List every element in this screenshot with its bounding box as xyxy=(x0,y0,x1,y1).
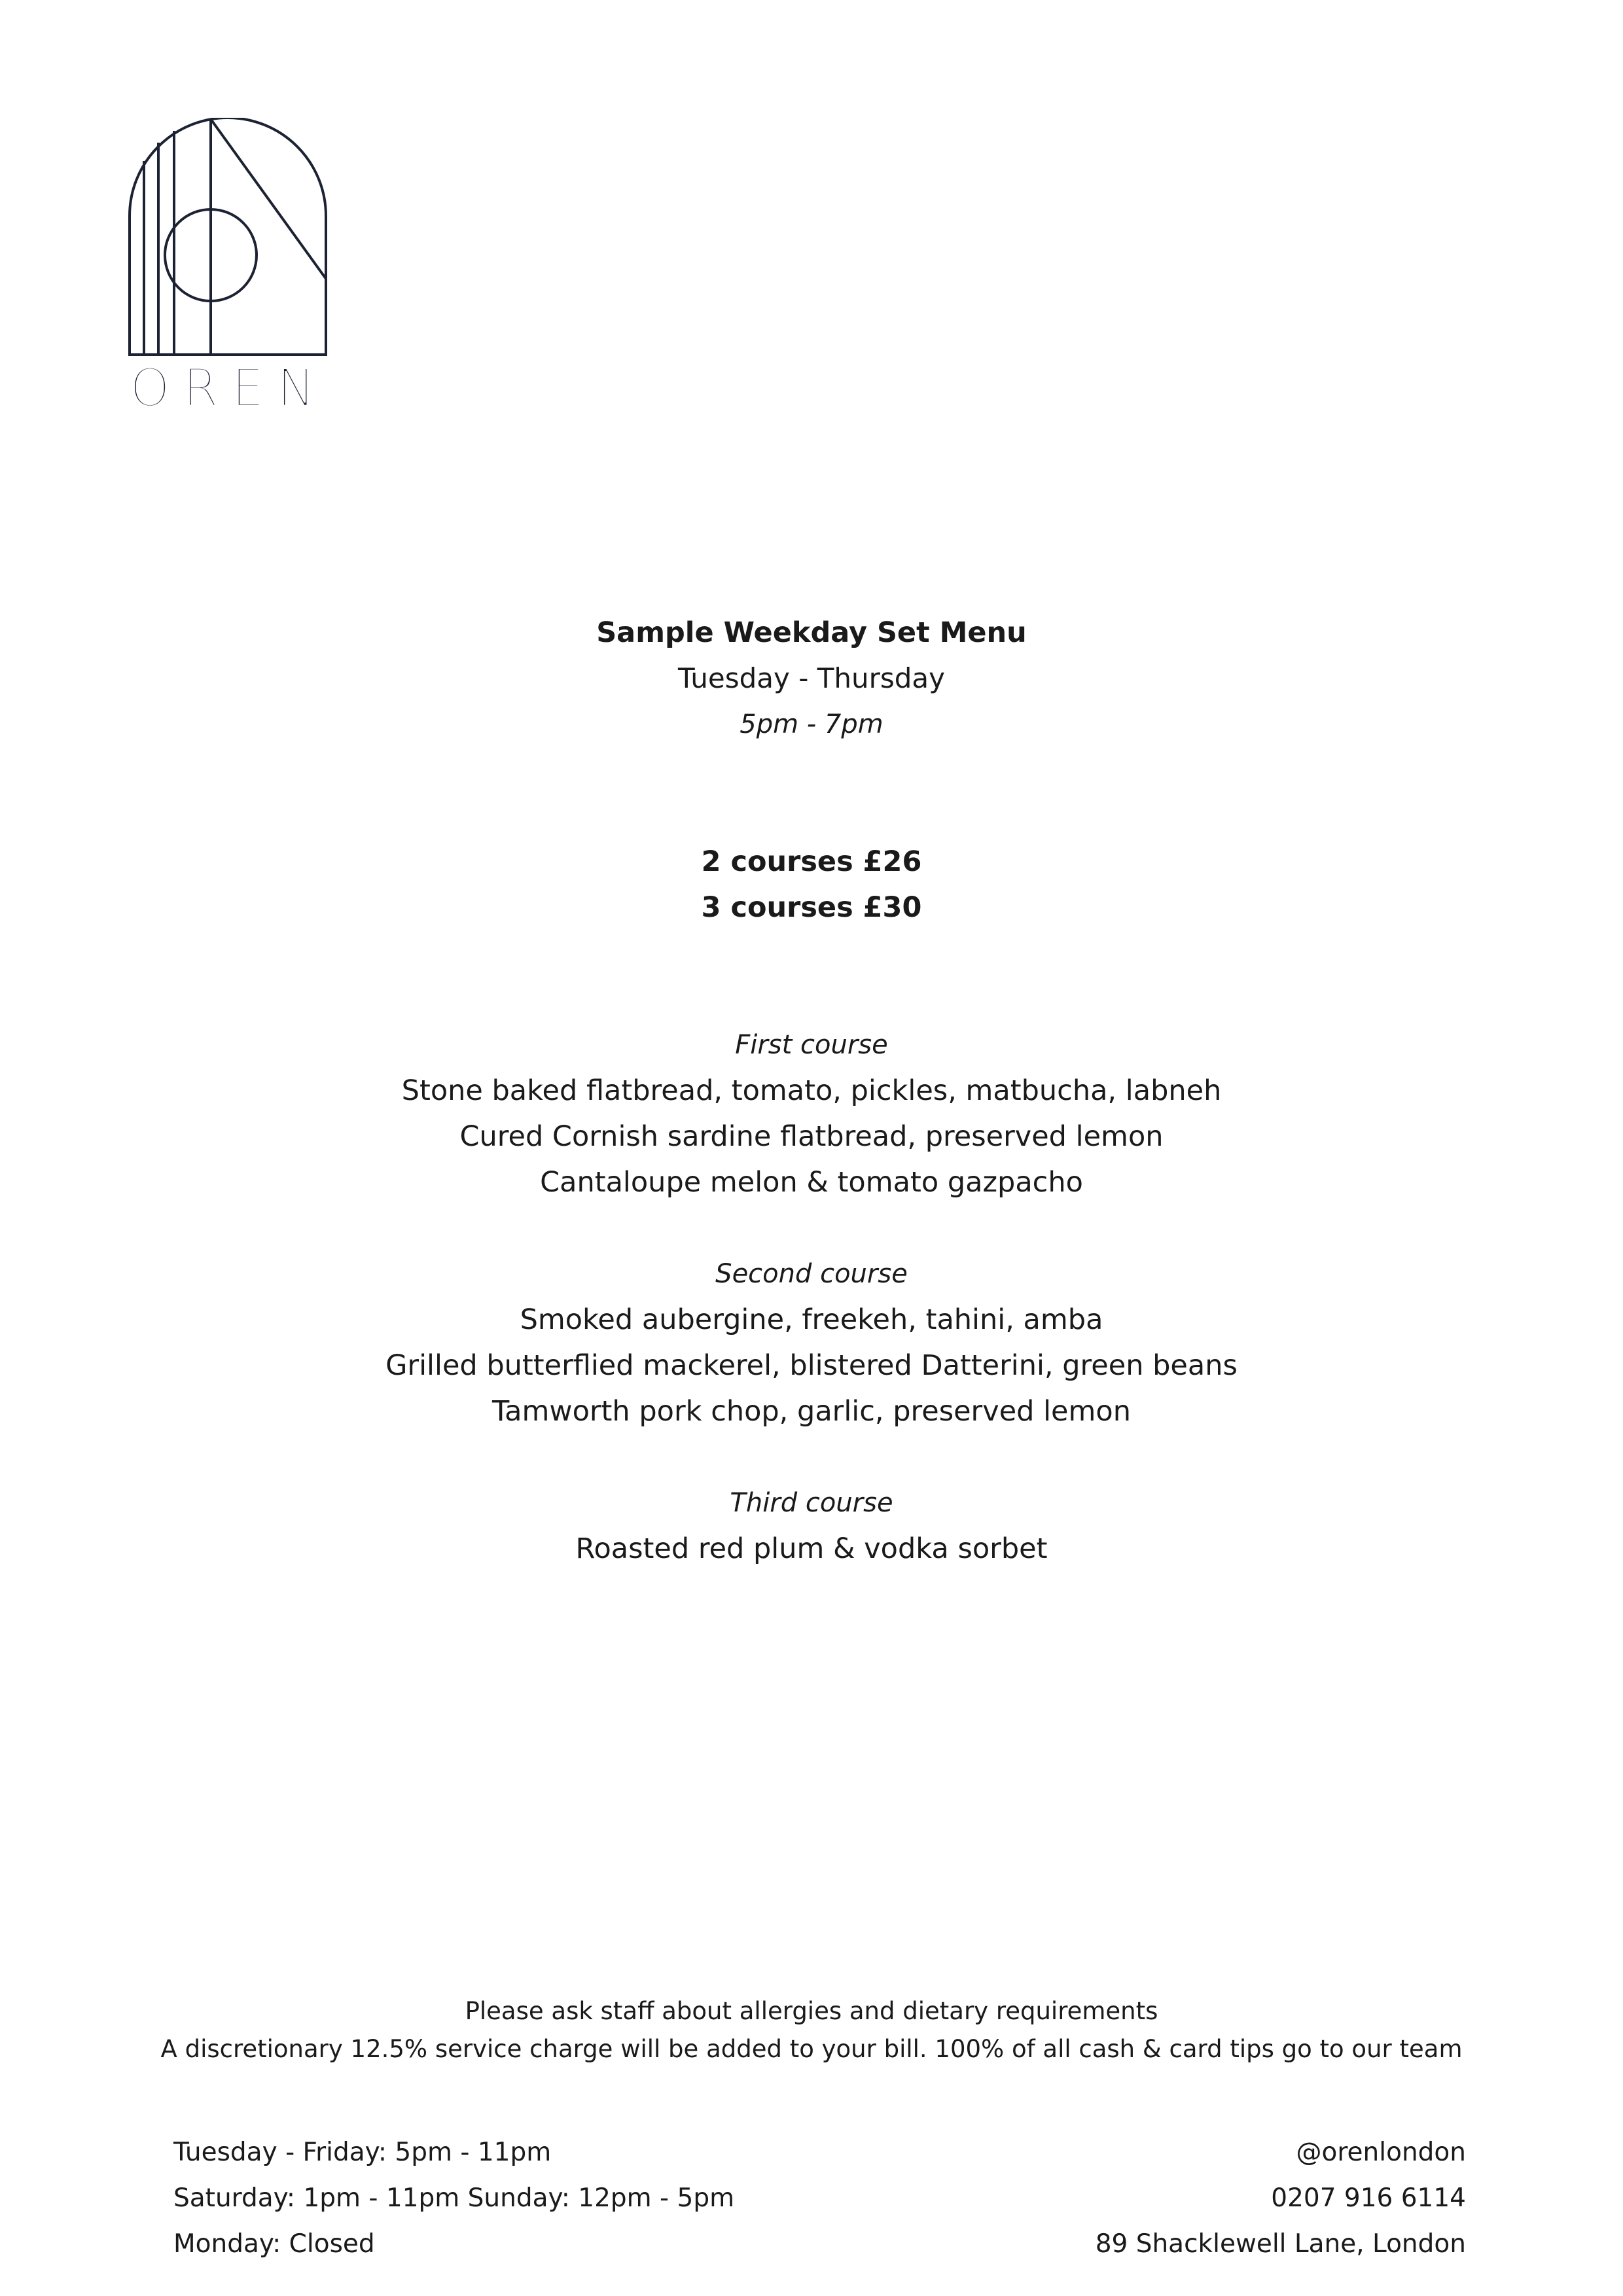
menu-item: Grilled butterflied mackerel, blistered Datterini, green beans xyxy=(385,1349,1238,1382)
menu-item: Stone baked flatbread, tomato, pickles, matbucha, labneh xyxy=(401,1074,1222,1107)
menu-item: Roasted red plum & vodka sorbet xyxy=(575,1532,1048,1565)
address: 89 Shacklewell Lane, London xyxy=(1095,2229,1466,2259)
menu-item: Cured Cornish sardine flatbread, preserved lemon xyxy=(459,1120,1164,1153)
course-first xyxy=(0,1022,1623,1205)
course-heading: First course xyxy=(735,1030,888,1060)
hours-line: Saturday: 1pm - 11pm Sunday: 12pm - 5pm xyxy=(173,2183,735,2213)
menu-item: Smoked aubergine, freekeh, tahini, amba xyxy=(520,1303,1103,1336)
menu-item: Cantaloupe melon & tomato gazpacho xyxy=(540,1166,1083,1199)
opening-hours xyxy=(173,2130,734,2267)
brand-name: OREN xyxy=(130,359,329,417)
price-two-courses: 2 courses £26 xyxy=(701,845,922,878)
course-second xyxy=(0,1251,1623,1434)
menu-days: Tuesday - Thursday xyxy=(677,662,946,694)
menu-item: Tamworth pork chop, garlic, preserved lemon xyxy=(492,1395,1131,1428)
course-heading: Second course xyxy=(715,1259,908,1289)
page-title: Sample Weekday Set Menu xyxy=(596,616,1027,649)
contact-info xyxy=(1096,2130,1466,2267)
menu-hours: 5pm - 7pm xyxy=(740,709,883,739)
menu-header xyxy=(0,610,1623,747)
hours-line: Tuesday - Friday: 5pm - 11pm xyxy=(173,2138,552,2167)
price-three-courses: 3 courses £30 xyxy=(701,891,922,924)
hours-line: Monday: Closed xyxy=(173,2229,375,2259)
course-third xyxy=(0,1480,1623,1572)
pricing xyxy=(0,839,1623,930)
brand-wordmark xyxy=(124,359,334,417)
course-list xyxy=(0,1022,1623,1617)
allergy-note: Please ask staff about allergies and dietary requirements xyxy=(465,1997,1158,2025)
social-handle: @orenlondon xyxy=(1296,2138,1466,2167)
footer-notes xyxy=(0,1992,1623,2068)
course-heading: Third course xyxy=(730,1488,893,1518)
service-charge-note: A discretionary 12.5% service charge will be added to your bill. 100% of all cash & card tips go to our team xyxy=(160,2035,1463,2063)
phone-number: 0207 916 6114 xyxy=(1271,2183,1466,2213)
